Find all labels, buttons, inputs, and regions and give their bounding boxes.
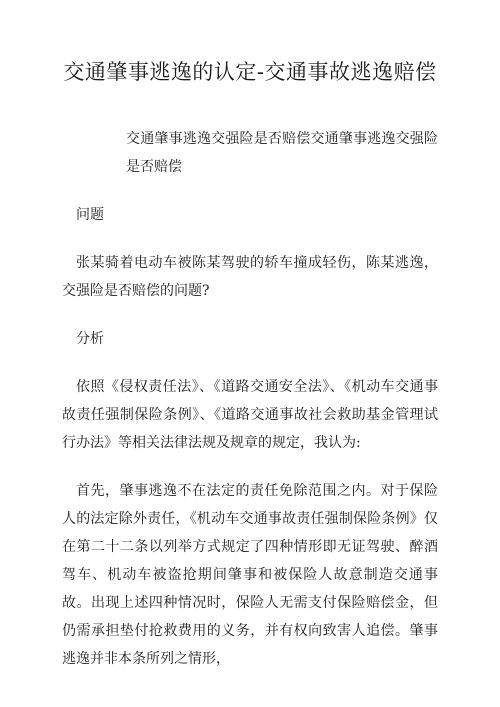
heading-question: 问题 <box>76 207 104 223</box>
document-subtitle: 交通肇事逃逸交强险是否赔偿交通肇事逃逸交强险是否赔偿 <box>126 131 438 175</box>
document-body <box>62 125 438 673</box>
document-title: 交通肇事逃逸的认定-交通事故逃逸赔偿 <box>63 60 437 84</box>
heading-analysis: 分析 <box>76 331 104 347</box>
analysis-paragraph-2: 首先，肇事逃逸不在法定的责任免除范围之内。对于保险人的法定除外责任，《机动车交通事故责任强制保险条例》仅在第二十二条以列举方式规定了四种情形即无证驾驶、醉酒驾车、机动车被盗抢期间肇事和被保险人故意制造交通事故。出现上述四种情况时，保险人无需支付保险赔偿金，但仍需承担垫付抢救费用的义务，并有权向致害人追偿。肇事逃逸并非本条所列之情形， <box>62 483 438 667</box>
analysis-paragraph-1: 依照《侵权责任法》、《道路交通安全法》、《机动车交通事故责任强制保险条例》、《道路交通事故社会救助基金管理试行办法》等相关法律法规及规章的规定，我认为: <box>62 379 438 451</box>
question-paragraph: 张某骑着电动车被陈某驾驶的轿车撞成轻伤，陈某逃逸，交强险是否赔偿的问题? <box>62 255 438 299</box>
